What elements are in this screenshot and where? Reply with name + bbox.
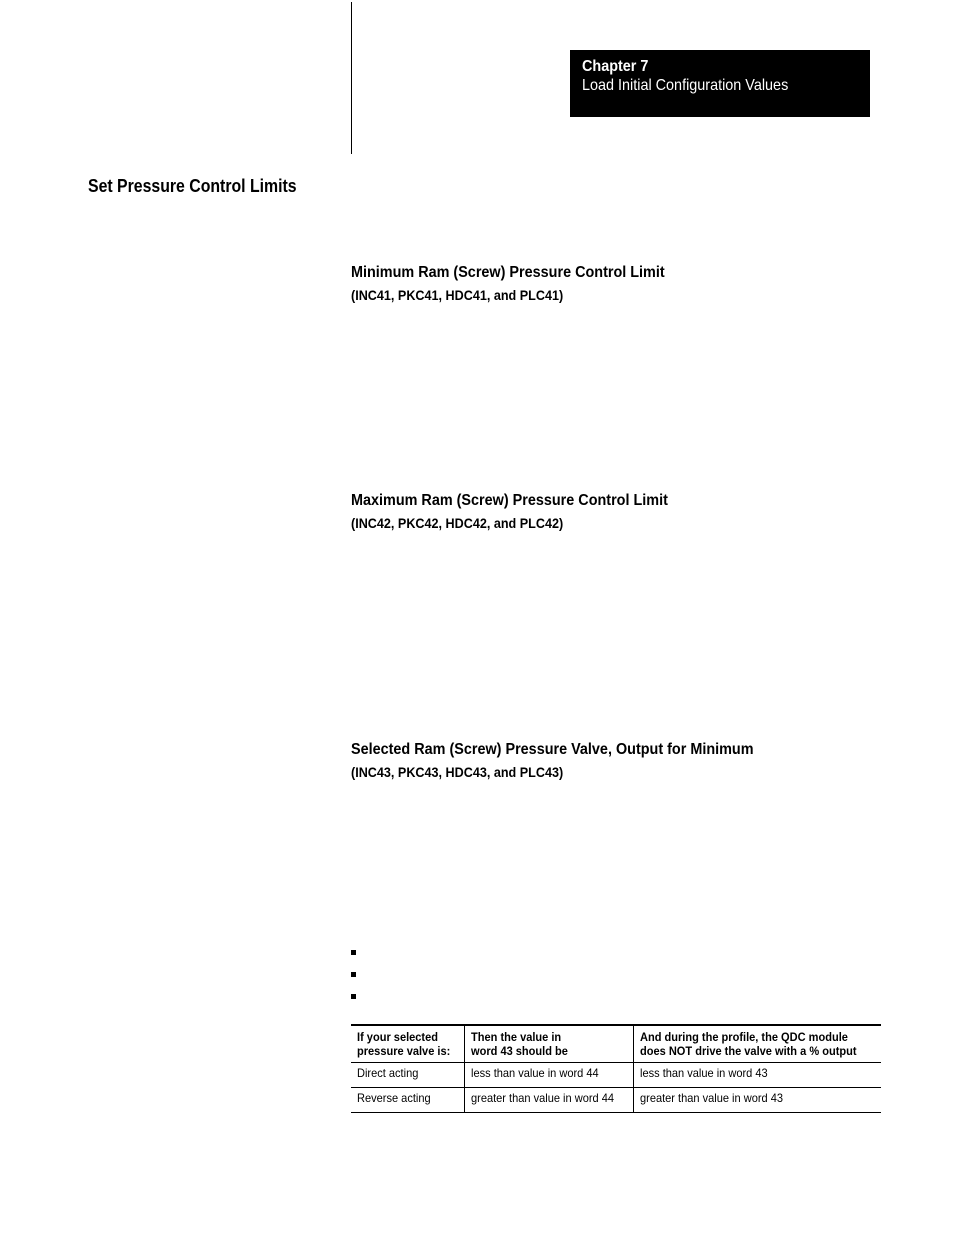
max-limit-block <box>351 491 703 532</box>
valve-output-subheading: (INC43, PKC43, HDC43, and PLC43) <box>351 764 564 780</box>
max-limit-heading: Maximum Ram (Screw) Pressure Control Limit <box>351 492 668 509</box>
table-cell: less than value in word 43 <box>633 1063 881 1088</box>
valve-config-table <box>351 1024 881 1113</box>
min-limit-subheading: (INC41, PKC41, HDC41, and PLC41) <box>351 287 564 303</box>
min-limit-block <box>351 263 700 304</box>
table-header-row <box>351 1025 881 1063</box>
valve-output-heading: Selected Ram (Screw) Pressure Valve, Output for Minimum <box>351 741 754 758</box>
bullet-marker <box>351 950 356 955</box>
table-cell: Direct acting <box>357 1066 419 1080</box>
table-cell: greater than value in word 44 <box>465 1088 633 1113</box>
min-limit-heading: Minimum Ram (Screw) Pressure Control Limit <box>351 264 665 281</box>
header-cell-valve-type: If your selected pressure valve is: <box>357 1030 451 1058</box>
header-cell-profile: And during the profile, the QDC module does NOT drive the valve with a % output <box>633 1025 881 1063</box>
chapter-title: Load Initial Configuration Values <box>582 77 789 94</box>
section-title: Set Pressure Control Limits <box>88 176 297 196</box>
table-cell: greater than value in word 43 <box>633 1088 881 1113</box>
chapter-number: Chapter 7 <box>582 58 649 75</box>
table-row <box>351 1063 881 1088</box>
max-limit-subheading: (INC42, PKC42, HDC42, and PLC42) <box>351 515 564 531</box>
table-cell: Reverse acting <box>357 1091 431 1105</box>
table-cell: less than value in word 44 <box>465 1063 633 1088</box>
header-cell-word43: Then the value in word 43 should be <box>465 1025 633 1063</box>
bullet-marker <box>351 972 356 977</box>
valve-output-block <box>351 740 798 781</box>
bullet-marker <box>351 994 356 999</box>
bullet-list <box>351 950 356 1016</box>
margin-rule <box>351 2 352 154</box>
chapter-header <box>570 50 870 117</box>
table-row <box>351 1088 881 1113</box>
